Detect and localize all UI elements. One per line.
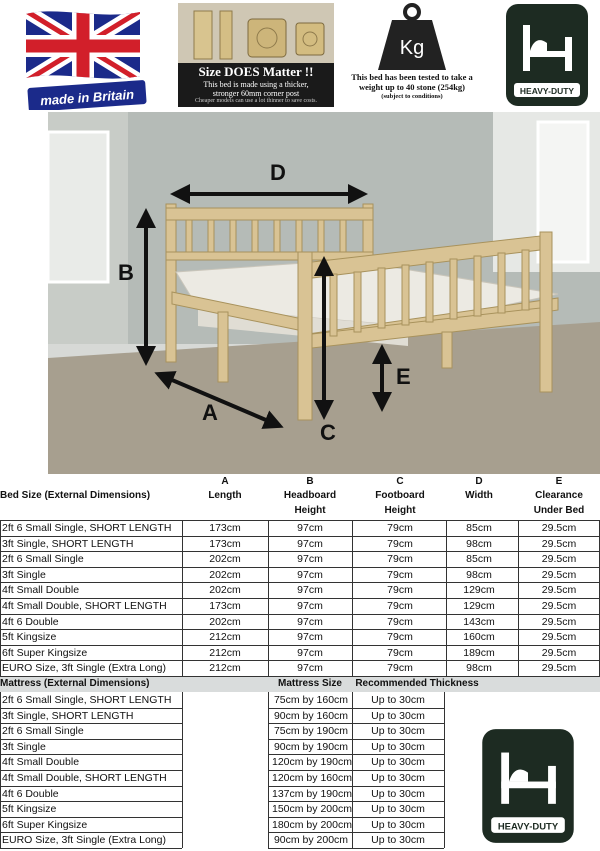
column-divider <box>446 520 447 676</box>
column-divider <box>518 520 519 676</box>
row-divider <box>268 848 444 849</box>
bed-size-name: 5ft Kingsize <box>2 631 57 644</box>
union-flag-badge <box>18 6 148 110</box>
col-a-value: 202cm <box>209 615 241 628</box>
mattress-name: 3ft Single, SHORT LENGTH <box>2 709 134 722</box>
mattress-size: 150cm by 200cm <box>272 803 352 816</box>
mattress-size: 90cm by 190cm <box>273 740 349 753</box>
size-matters-line2: stronger 60mm corner post <box>212 89 300 98</box>
col-b-value: 97cm <box>297 646 323 659</box>
heavy-duty-label-bottom: HEAVY-DUTY <box>497 821 559 833</box>
size-matters-title: Size DOES Matter !! <box>198 64 314 79</box>
column-divider <box>0 692 1 848</box>
col-a-name: Length <box>208 490 242 501</box>
col-e-name1: Clearance <box>535 490 583 501</box>
col-e-letter: E <box>555 476 563 487</box>
column-divider <box>352 520 353 676</box>
mattress-thickness: Up to 30cm <box>371 709 425 722</box>
mattress-size: 120cm by 160cm <box>272 772 352 784</box>
column-divider <box>268 520 269 676</box>
col-e-value: 29.5cm <box>541 662 577 675</box>
row-divider <box>0 660 600 661</box>
label-c: C <box>320 420 336 445</box>
col-d-name: Width <box>465 490 493 501</box>
col-b-name1: Headboard <box>283 490 337 501</box>
col-b-value: 97cm <box>297 522 323 534</box>
col-e-value: 29.5cm <box>541 568 577 581</box>
bed-size-name: 3ft Single <box>2 568 46 581</box>
col-a-letter: A <box>221 476 229 487</box>
thickness-header: Recommended Thickness <box>355 678 479 689</box>
mattress-name: 3ft Single <box>2 740 46 753</box>
col-e-name2: Under Bed <box>533 505 585 516</box>
mattress-size: 90cm by 160cm <box>273 709 349 722</box>
label-e: E <box>396 364 411 389</box>
col-c-value: 79cm <box>387 615 413 628</box>
dimension-tables <box>0 474 600 851</box>
heavy-duty-badge-top <box>505 3 589 107</box>
col-d-value: 143cm <box>463 615 495 628</box>
col-e-value: 29.5cm <box>541 631 577 644</box>
mattress-thickness: Up to 30cm <box>371 787 425 800</box>
mattress-size-header: Mattress Size <box>278 678 342 689</box>
bed-dimension-photo <box>48 112 600 474</box>
row-divider <box>0 567 600 568</box>
mattress-thickness: Up to 30cm <box>371 772 425 784</box>
col-b-value: 97cm <box>297 600 323 612</box>
col-c-name1: Footboard <box>375 490 425 501</box>
col-d-value: 160cm <box>463 631 495 644</box>
col-c-letter: C <box>396 476 404 487</box>
weight-line2: weight up to 40 stone (254kg) <box>358 82 466 92</box>
col-e-value: 29.5cm <box>541 522 577 534</box>
col-b-value: 97cm <box>297 584 323 597</box>
col-b-value: 97cm <box>297 553 323 566</box>
row-divider <box>0 520 600 521</box>
col-d-value: 98cm <box>466 568 492 581</box>
col-e-value: 29.5cm <box>541 615 577 628</box>
col-a-value: 212cm <box>209 646 241 659</box>
mattress-size: 137cm by 190cm <box>272 787 352 800</box>
bed-size-name: 4ft Small Double <box>2 584 80 597</box>
col-e-value: 29.5cm <box>541 600 577 612</box>
column-divider <box>352 692 353 848</box>
col-b-value: 97cm <box>297 631 323 644</box>
heavy-duty-badge-bottom <box>470 728 586 844</box>
col-a-value: 173cm <box>209 537 241 550</box>
mattress-size: 120cm by 190cm <box>272 756 352 769</box>
mattress-name: 4ft Small Double <box>2 756 80 769</box>
row-divider <box>0 676 600 677</box>
col-d-value: 98cm <box>466 537 492 550</box>
col-c-value: 79cm <box>387 631 413 644</box>
row-divider <box>0 551 600 552</box>
row-divider <box>0 848 182 849</box>
column-divider <box>444 692 445 848</box>
col-a-value: 202cm <box>209 553 241 566</box>
weight-line3: (subject to conditions) <box>381 93 443 100</box>
col-b-value: 97cm <box>297 568 323 581</box>
col-c-value: 79cm <box>387 600 413 612</box>
col-a-value: 202cm <box>209 584 241 597</box>
label-d: D <box>270 160 286 185</box>
size-matters-badge <box>178 3 334 107</box>
made-in-britain-text: made in Britain <box>39 86 135 109</box>
col-e-value: 29.5cm <box>541 646 577 659</box>
row-divider <box>0 645 600 646</box>
mattress-name: 4ft Small Double, SHORT LENGTH <box>2 772 167 784</box>
mattress-size: 75cm by 190cm <box>273 725 349 738</box>
label-a: A <box>202 400 218 425</box>
mattress-thickness: Up to 30cm <box>371 756 425 769</box>
bed-size-header: Bed Size (External Dimensions) <box>0 490 151 501</box>
column-divider <box>0 520 1 676</box>
mattress-size: 180cm by 200cm <box>272 818 352 831</box>
mattress-name: EURO Size, 3ft Single (Extra Long) <box>2 834 166 847</box>
col-b-value: 97cm <box>297 615 323 628</box>
mattress-size: 90cm by 200cm <box>273 834 349 847</box>
label-b: B <box>118 260 134 285</box>
col-d-value: 189cm <box>463 646 495 659</box>
bed-size-name: EURO Size, 3ft Single (Extra Long) <box>2 662 166 675</box>
mattress-name: 5ft Kingsize <box>2 803 57 816</box>
mattress-thickness: Up to 30cm <box>371 834 425 847</box>
mattress-size: 75cm by 160cm <box>273 694 349 706</box>
bed-size-name: 4ft Small Double, SHORT LENGTH <box>2 600 167 612</box>
col-c-value: 79cm <box>387 568 413 581</box>
col-c-value: 79cm <box>387 522 413 534</box>
col-c-value: 79cm <box>387 646 413 659</box>
mattress-header: Mattress (External Dimensions) <box>0 678 150 689</box>
col-c-name2: Height <box>384 505 416 516</box>
bed-size-name: 3ft Single, SHORT LENGTH <box>2 537 134 550</box>
col-e-value: 29.5cm <box>541 537 577 550</box>
bed-size-name: 6ft Super Kingsize <box>2 646 88 659</box>
mattress-thickness: Up to 30cm <box>371 818 425 831</box>
size-matters-line1: This bed is made using a thicker, <box>203 80 309 89</box>
col-c-value: 79cm <box>387 584 413 597</box>
mattress-name: 4ft 6 Double <box>2 787 59 800</box>
row-divider <box>0 536 600 537</box>
col-d-value: 129cm <box>463 584 495 597</box>
corner-post-photo <box>178 3 334 63</box>
mattress-name: 6ft Super Kingsize <box>2 818 88 831</box>
column-divider <box>182 520 183 676</box>
heavy-duty-label-top: HEAVY-DUTY <box>519 86 575 96</box>
col-c-value: 79cm <box>387 662 413 675</box>
column-divider <box>268 692 269 848</box>
col-d-value: 129cm <box>463 600 495 612</box>
col-d-value: 85cm <box>466 553 492 566</box>
weight-caption <box>345 72 479 102</box>
row-divider <box>0 614 600 615</box>
mattress-thickness: Up to 30cm <box>371 725 425 738</box>
mattress-name: 2ft 6 Small Single, SHORT LENGTH <box>2 694 172 706</box>
col-c-value: 79cm <box>387 537 413 550</box>
col-a-value: 212cm <box>209 662 241 675</box>
mattress-thickness: Up to 30cm <box>371 694 425 706</box>
weight-line1: This bed has been tested to take a <box>351 72 473 82</box>
mattress-thickness: Up to 30cm <box>371 740 425 753</box>
col-b-value: 97cm <box>297 537 323 550</box>
col-b-value: 97cm <box>297 662 323 675</box>
row-divider <box>0 629 600 630</box>
mattress-name: 2ft 6 Small Single <box>2 725 84 738</box>
col-b-letter: B <box>306 476 314 487</box>
row-divider <box>0 582 600 583</box>
weight-kg-label: Kg <box>399 37 425 59</box>
row-divider <box>0 598 600 599</box>
col-a-value: 212cm <box>209 631 241 644</box>
col-d-value: 98cm <box>466 662 492 675</box>
col-c-value: 79cm <box>387 553 413 566</box>
col-a-value: 173cm <box>209 600 241 612</box>
col-a-value: 202cm <box>209 568 241 581</box>
col-b-name2: Height <box>294 505 326 516</box>
column-divider <box>182 692 183 848</box>
bed-size-name: 2ft 6 Small Single <box>2 553 84 566</box>
size-matters-line3: Cheaper models can use a lot thinner to save costs. <box>195 98 317 104</box>
col-e-value: 29.5cm <box>541 584 577 597</box>
col-a-value: 173cm <box>209 522 241 534</box>
mattress-thickness: Up to 30cm <box>371 803 425 816</box>
col-d-letter: D <box>475 476 483 487</box>
bed-size-name: 2ft 6 Small Single, SHORT LENGTH <box>2 522 172 534</box>
col-e-value: 29.5cm <box>541 553 577 566</box>
col-d-value: 85cm <box>466 522 492 534</box>
bed-size-name: 4ft 6 Double <box>2 615 59 628</box>
